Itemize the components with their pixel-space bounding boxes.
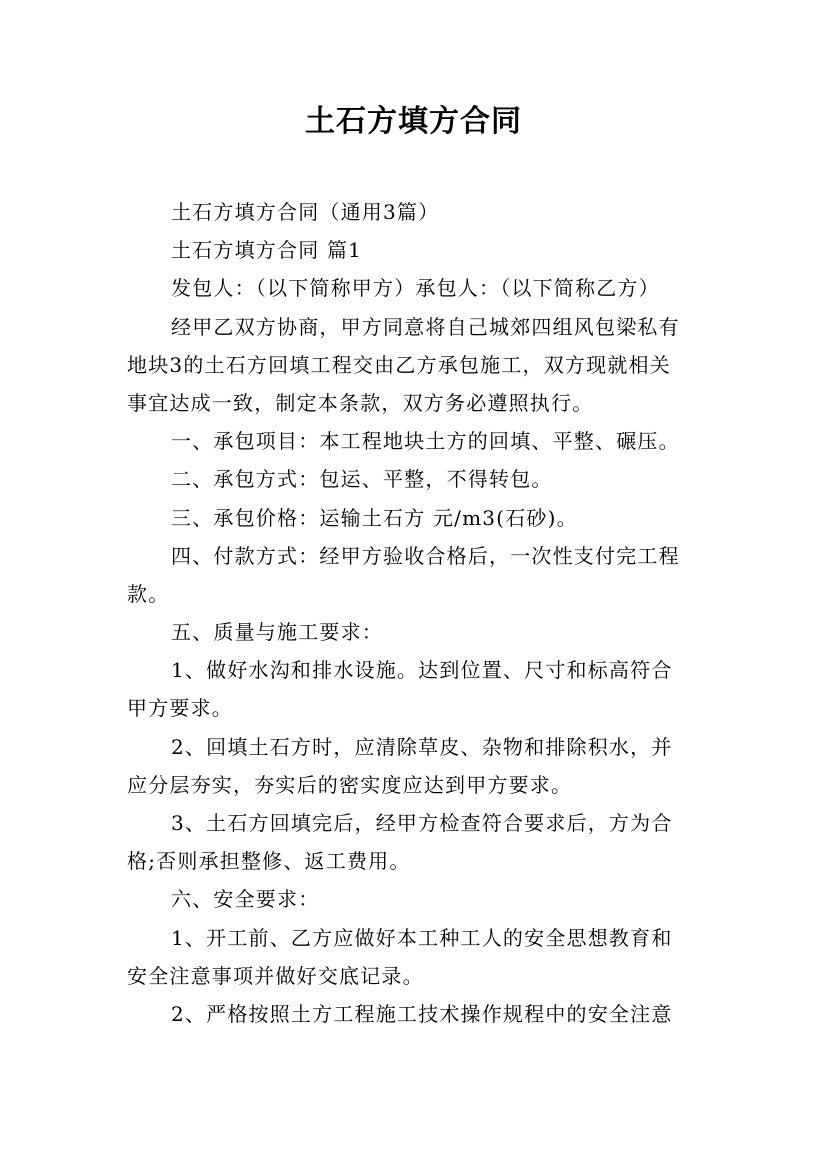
clause-line: 1、开工前、乙方应做好本工种工人的安全思想教育和: [171, 925, 673, 950]
clause-line: 三、承包价格：运输土石方 元/m3(石砂)。: [171, 505, 578, 530]
paragraph-line: 地块3的土石方回填工程交由乙方承包施工，双方现就相关: [127, 352, 671, 377]
clause-line: 格;否则承担整修、返工费用。: [127, 849, 411, 874]
parties-line: 发包人：（以下简称甲方）承包人：（以下简称乙方）: [171, 276, 660, 301]
clause-line: 甲方要求。: [127, 696, 233, 721]
clause-line: 3、土石方回填完后，经甲方检查符合要求后，方为合: [171, 811, 673, 835]
section-heading-line: 土石方填方合同 篇1: [171, 238, 363, 263]
paragraph-line: 经甲乙双方协商，甲方同意将自己城郊四组风包梁私有: [171, 314, 680, 339]
paragraph-line: 事宜达成一致，制定本条款，双方务必遵照执行。: [127, 390, 594, 415]
clause-line: 安全注意事项并做好交底记录。: [127, 963, 424, 988]
clause-line: 应分层夯实，夯实后的密实度应达到甲方要求。: [127, 772, 573, 797]
clause-line: 一、承包项目：本工程地块土方的回填、平整、碾压。: [171, 429, 680, 454]
subtitle-line: 土石方填方合同（通用3篇）: [171, 200, 440, 224]
document-title: 土石方填方合同: [305, 104, 522, 139]
clause-line: 四、付款方式：经甲方验收合格后，一次性支付完工程: [171, 543, 680, 568]
clause-line: 六、安全要求：: [171, 887, 320, 912]
clause-line: 2、回填土石方时，应清除草皮、杂物和排除积水，并: [171, 734, 673, 759]
document-body: [127, 193, 717, 1033]
clause-line: 2、严格按照土方工程施工技术操作规程中的安全注意: [171, 1001, 673, 1026]
clause-line: 二、承包方式：包运、平整，不得转包。: [171, 467, 553, 492]
clause-line: 款。: [127, 581, 170, 606]
clause-line: 1、做好水沟和排水设施。达到位置、尺寸和标高符合: [171, 658, 673, 683]
clause-line: 五、质量与施工要求：: [171, 620, 383, 645]
